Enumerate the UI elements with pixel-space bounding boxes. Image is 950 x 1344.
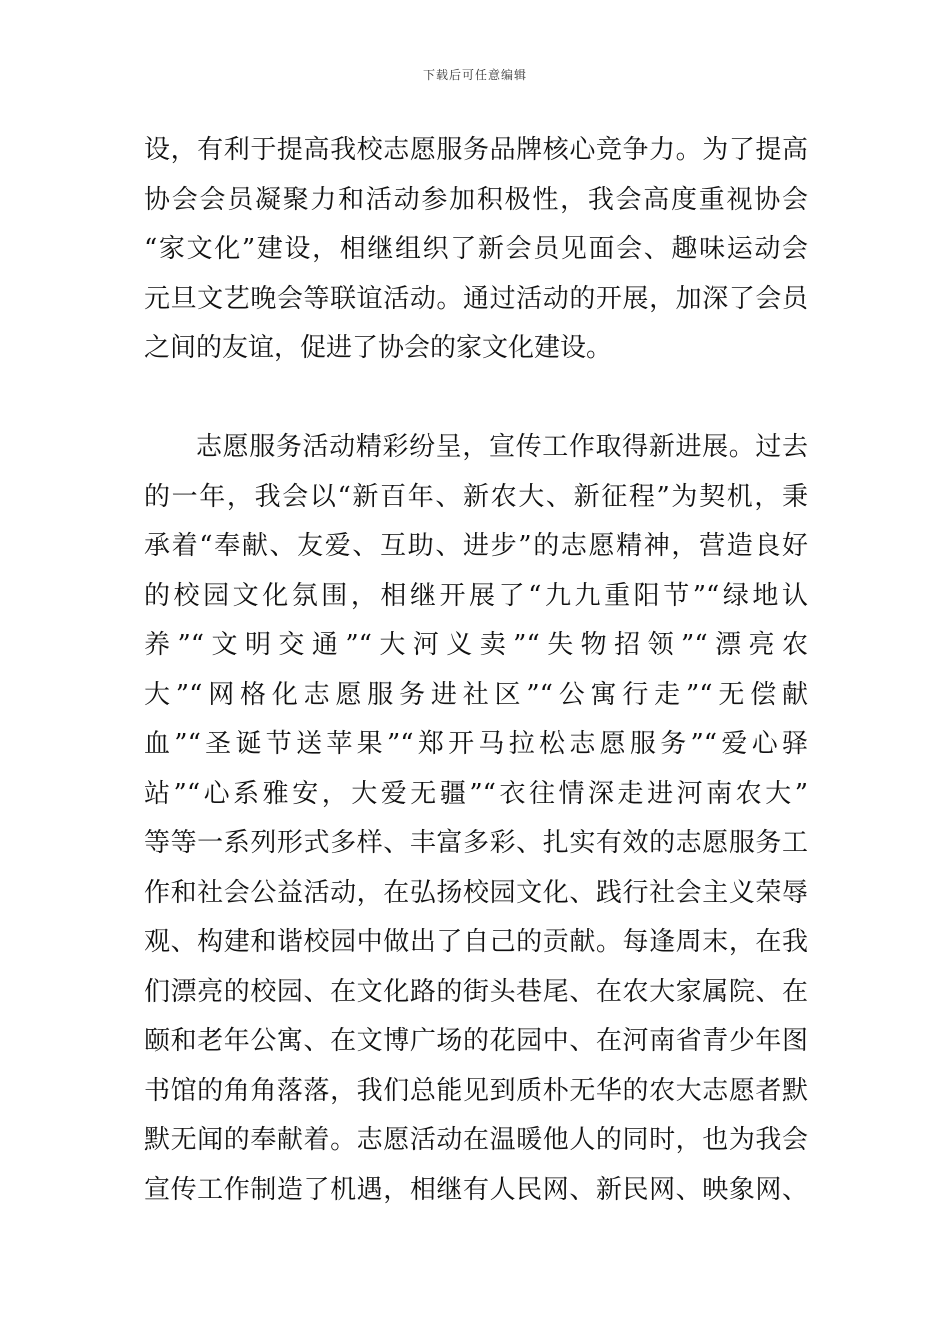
text-line: 的一年，我会以“新百年、新农大、新征程”为契机，秉 — [144, 481, 808, 512]
text-line: 承着“奉献、友爱、互助、进步”的志愿精神，营造良好 — [144, 531, 808, 561]
text-line: 们漂亮的校园、在文化路的街头巷尾、在农大家属院、在 — [144, 976, 808, 1007]
text-line: 元旦文艺晚会等联谊活动。通过活动的开展，加深了会员 — [144, 283, 808, 314]
page-header-note: 下载后可任意编辑 — [422, 68, 527, 82]
text-line: 颐和老年公寓、在文博广场的花园中、在河南省青少年图 — [144, 1026, 808, 1056]
text-line: 书馆的角角落落，我们总能见到质朴无华的农大志愿者默 — [144, 1075, 808, 1106]
text-line: 等等一系列形式多样、丰富多彩、扎实有效的志愿服务工 — [144, 828, 808, 858]
text-line: 志愿服务活动精彩纷呈，宣传工作取得新进展。过去 — [196, 432, 808, 462]
text-line: 血”“圣诞节送苹果”“郑开马拉松志愿服务”“爱心驿 — [144, 729, 808, 759]
text-line: 的校园文化氛围，相继开展了“九九重阳节”“绿地认 — [144, 580, 808, 611]
text-line: 协会会员凝聚力和活动参加积极性，我会高度重视协会 — [144, 184, 808, 215]
text-line: 默无闻的奉献着。志愿活动在温暖他人的同时，也为我会 — [144, 1125, 808, 1155]
text-line: 宣传工作制造了机遇，相继有人民网、新民网、映象网、 — [144, 1174, 808, 1205]
text-line: 设，有利于提高我校志愿服务品牌核心竞争力。为了提高 — [144, 135, 808, 165]
text-line: 之间的友谊，促进了协会的家文化建设。 — [144, 333, 613, 363]
text-line: “家文化”建设，相继组织了新会员见面会、趣味运动会 — [144, 234, 808, 264]
text-line: 养”“文明交通”“大河义卖”“失物招领”“漂亮农 — [144, 630, 808, 660]
text-line: 观、构建和谐校园中做出了自己的贡献。每逢周末，在我 — [144, 927, 808, 957]
paragraph-2 — [144, 423, 808, 1215]
paragraph-1 — [144, 126, 808, 374]
text-line: 站”“心系雅安，大爱无疆”“衣往情深走进河南农大” — [144, 778, 808, 809]
text-line: 作和社会公益活动，在弘扬校园文化、践行社会主义荣辱 — [144, 877, 808, 908]
text-line: 大”“网格化志愿服务进社区”“公寓行走”“无偿献 — [144, 679, 808, 710]
